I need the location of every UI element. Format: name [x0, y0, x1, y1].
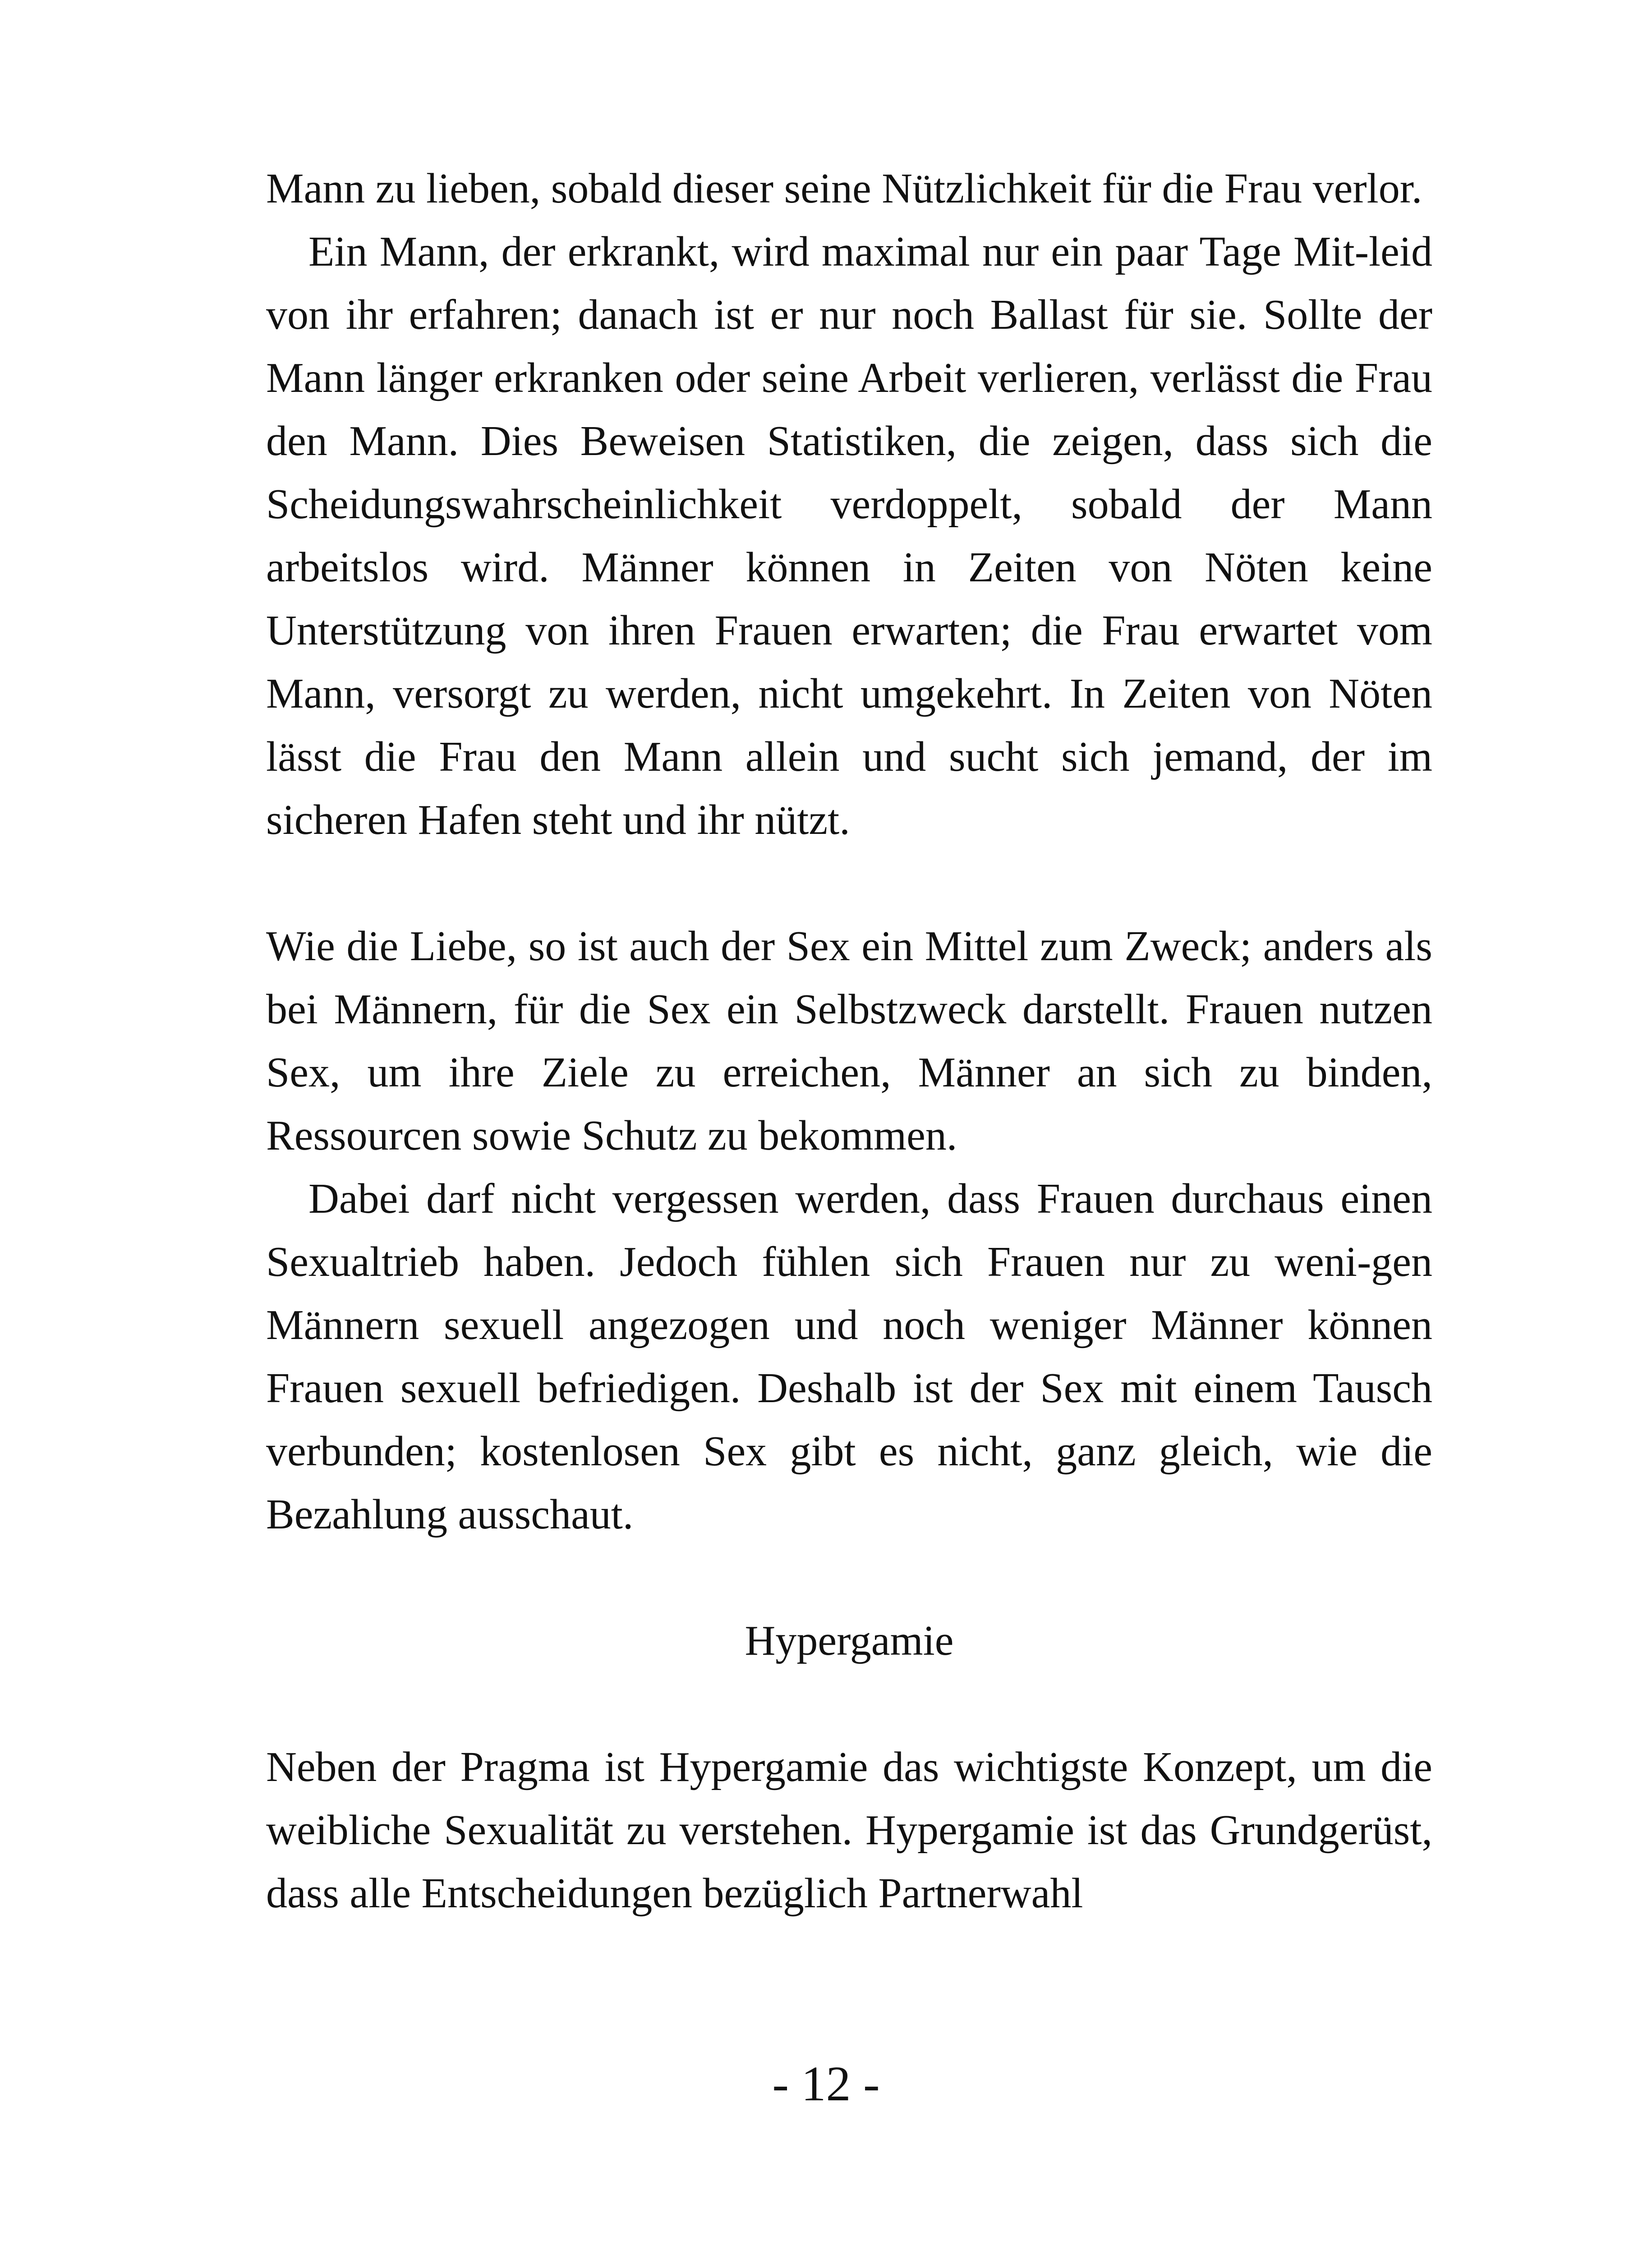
- paragraph-sex-purpose: Wie die Liebe, so ist auch der Sex ein Mittel zum Zweck; anders als bei Männern, für die Sex ein Selbstzweck darstellt. Frauen nutzen Sex, um ihre Ziele zu erreichen, Männer an sich zu binden, Ressourcen sowie Schutz zu bekommen.: [266, 923, 1432, 1159]
- paragraph-continued: Mann zu lieben, sobald dieser seine Nützlichkeit für die Frau verlor.: [266, 165, 1422, 212]
- paragraph-illness: Ein Mann, der erkrankt, wird maximal nur ein paar Tage Mit-leid von ihr erfahren; danach ist er nur noch Ballast für sie. Sollte der Mann länger erkranken oder seine Arbeit verlieren, verlässt die Frau den Mann. Dies Beweisen Statistiken, die zeigen, dass sich die Scheidungswahrscheinlichkeit verdoppelt, sobald der Mann arbeitslos wird. Männer können in Zeiten von Nöten keine Unterstützung von ihren Frauen erwarten; die Frau erwartet vom Mann, versorgt zu werden, nicht umgekehrt. In Zeiten von Nöten lässt die Frau den Mann allein und sucht sich jemand, der im sicheren Hafen steht und ihr nützt.: [266, 228, 1432, 843]
- paragraph-sex-drive: Dabei darf nicht vergessen werden, dass Frauen durchaus einen Sexualtrieb haben. Jedoch fühlen sich Frauen nur zu weni-gen Männern sexuell angezogen und noch weniger Männer können Frauen sexuell befriedigen. Deshalb ist der Sex mit einem Tausch verbunden; kostenlosen Sex gibt es nicht, ganz gleich, wie die Bezahlung ausschaut.: [266, 1175, 1432, 1538]
- page-number: - 12 -: [772, 2056, 880, 2111]
- section-heading: Hypergamie: [745, 1617, 954, 1664]
- body-text: [266, 157, 1432, 1925]
- paragraph-hypergamy: Neben der Pragma ist Hypergamie das wichtigste Konzept, um die weibliche Sexualität zu verstehen. Hypergamie ist das Grundgerüst, dass alle Entscheidungen bezüglich Partnerwahl: [266, 1744, 1432, 1917]
